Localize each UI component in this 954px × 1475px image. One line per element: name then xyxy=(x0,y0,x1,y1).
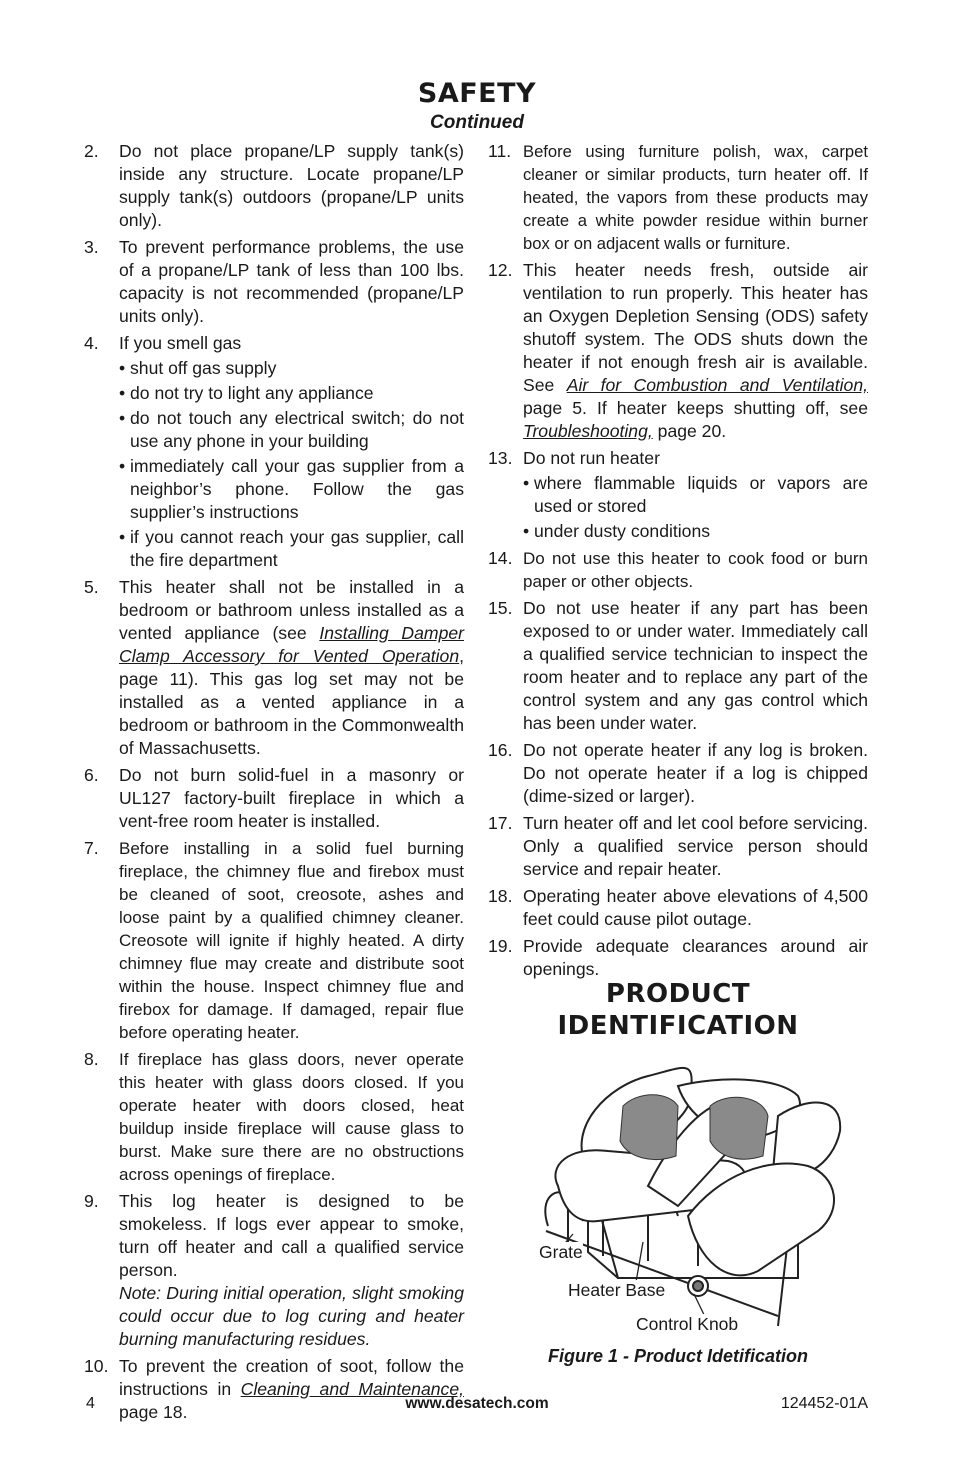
item-text: This heater needs fresh, outside air ventilation to run properly. This heater has an Oxygen Depletion Sensing (ODS) safety shutoff system. The ODS shuts down the heater if not enough fresh air is available. See Air for Combustion and Ventilation, page 5. If heater keeps shutting off, see Troubleshooting, page 20. xyxy=(523,260,868,441)
list-item xyxy=(488,597,868,735)
page-number: 4 xyxy=(86,1395,95,1412)
item-number: 6. xyxy=(84,765,99,785)
list-item xyxy=(488,739,868,808)
item-text: Before installing in a solid fuel burning fireplace, the chimney flue and firebox must be cleaned of soot, creosote, ashes and loose paint by a qualified chimney cleaner. Creosote will ignite if highly heated. A dirty chimney flue may create and distribute soot within the house. Inspect chimney flue and firebox for damage. If damaged, repair flue before operating heater. xyxy=(119,839,464,1042)
item-text: Do not operate heater if any log is broken. Do not operate heater if a log is chipped (dime-sized or larger). xyxy=(523,740,868,806)
item-number: 14. xyxy=(488,548,513,568)
list-item xyxy=(488,547,868,593)
item-number: 12. xyxy=(488,260,513,280)
list-item xyxy=(488,447,868,543)
list-item xyxy=(84,1048,464,1186)
list-item xyxy=(84,1355,464,1424)
item-text: This heater shall not be installed in a bedroom or bathroom unless installed as a vented appliance (see Installing Damper Clamp Accessory for Vented Operation, page 11). This gas log set may not be installed as a vented appliance in a bedroom or bathroom in the Commonwealth of Massachusetts. xyxy=(119,577,464,758)
bullet-item: • under dusty conditions xyxy=(523,521,711,541)
item-number: 10. xyxy=(84,1356,109,1376)
list-item xyxy=(84,576,464,760)
reference-link[interactable]: Installing Damper Clamp Accessory for Vented Operation xyxy=(119,623,464,666)
list-item xyxy=(84,764,464,833)
page-subtitle: Continued xyxy=(430,112,524,133)
product-illustration xyxy=(528,1046,858,1346)
bullet-item: • immediately call your gas supplier from a neighbor’s phone. Follow the gas supplier’s instructions xyxy=(119,456,464,522)
item-text: Do not use this heater to cook food or burn paper or other objects. xyxy=(523,549,868,591)
list-item xyxy=(488,140,868,255)
item-text: To prevent the creation of soot, follow the instructions in Cleaning and Maintenance, page 18. xyxy=(119,1356,464,1422)
item-text: Before using furniture polish, wax, carpet cleaner or similar products, turn heater off. If heated, the vapors from these products may create a white powder residue within burner box or on adjacent walls or furniture. xyxy=(523,142,868,253)
item-number: 8. xyxy=(84,1049,99,1069)
grate-label: Grate xyxy=(539,1242,583,1262)
bullet-item: • do not try to light any appliance xyxy=(119,383,374,403)
item-number: 15. xyxy=(488,598,513,618)
list-item xyxy=(84,332,464,572)
gas-log-set-drawing xyxy=(528,1046,858,1346)
item-text: Do not burn solid-fuel in a masonry or UL127 factory-built fireplace in which a vent-free room heater is installed. xyxy=(119,765,464,831)
product-identification-heading: PRODUCT IDENTIFICATION xyxy=(557,979,799,1041)
list-item xyxy=(488,935,868,981)
page-title: SAFETY xyxy=(417,78,537,109)
item-number: 5. xyxy=(84,577,99,597)
item-number: 4. xyxy=(84,333,99,353)
list-item xyxy=(84,140,464,232)
item-text: If you smell gas xyxy=(119,333,242,353)
bullet-item: • where flammable liquids or vapors are used or stored xyxy=(523,473,868,516)
item-number: 17. xyxy=(488,813,513,833)
list-item xyxy=(488,885,868,931)
item-number: 9. xyxy=(84,1191,99,1211)
list-item xyxy=(84,236,464,328)
bullet-item: • if you cannot reach your gas supplier, call the fire department xyxy=(119,527,464,570)
item-text: To prevent performance problems, the use of a propane/LP tank of less than 100 lbs. capacity is not recommended (propane/LP units only). xyxy=(119,237,464,326)
item-text: If fireplace has glass doors, never operate this heater with glass doors closed. If you operate heater with doors closed, heat buildup inside fireplace will cause glass to burst. Make sure there are no obstructions across openings of fireplace. xyxy=(119,1050,464,1184)
item-number: 19. xyxy=(488,936,513,956)
website-link[interactable]: www.desatech.com xyxy=(405,1395,549,1412)
bullet-item: • shut off gas supply xyxy=(119,358,277,378)
item-text: Operating heater above elevations of 4,500 feet could cause pilot outage. xyxy=(523,886,868,929)
item-text: Turn heater off and let cool before servicing. Only a qualified service person should service and repair heater. xyxy=(523,813,868,879)
figure-caption: Figure 1 - Product Idetification xyxy=(547,1346,808,1366)
item-number: 2. xyxy=(84,141,99,161)
item-number: 18. xyxy=(488,886,513,906)
item-number: 3. xyxy=(84,237,99,257)
note-text: Note: During initial operation, slight smoking could occur due to log curing and heater burning manufacturing residues. xyxy=(119,1283,464,1349)
item-number: 7. xyxy=(84,838,99,858)
right-column xyxy=(488,140,868,985)
heater-base-label: Heater Base xyxy=(568,1280,666,1300)
item-text: Do not place propane/LP supply tank(s) inside any structure. Locate propane/LP supply tank(s) outdoors (propane/LP units only). xyxy=(119,141,464,230)
document-code: 124452-01A xyxy=(780,1395,868,1412)
control-knob-label: Control Knob xyxy=(636,1314,739,1334)
bullet-item: • do not touch any electrical switch; do not use any phone in your building xyxy=(119,408,464,451)
list-item xyxy=(84,837,464,1044)
item-text: Do not run heater xyxy=(523,448,660,468)
list-item xyxy=(488,812,868,881)
item-number: 13. xyxy=(488,448,513,468)
item-text: Provide adequate clearances around air openings. xyxy=(523,936,868,979)
reference-link[interactable]: Troubleshooting, xyxy=(523,421,653,441)
item-number: 11. xyxy=(488,141,512,161)
item-text: This log heater is designed to be smokeless. If logs ever appear to smoke, turn off heater and call a qualified service person. xyxy=(119,1191,464,1280)
reference-link[interactable]: Air for Combustion and Ventilation, xyxy=(566,375,868,395)
list-item xyxy=(84,1190,464,1351)
item-text: Do not use heater if any part has been exposed to or under water. Immediately call a qualified service technician to inspect the room heater and to replace any part of the control system and any gas control which has been under water. xyxy=(523,598,868,733)
list-item xyxy=(488,259,868,443)
item-number: 16. xyxy=(488,740,513,760)
reference-link[interactable]: Cleaning and Maintenance, xyxy=(240,1379,464,1399)
left-column xyxy=(84,140,464,1428)
